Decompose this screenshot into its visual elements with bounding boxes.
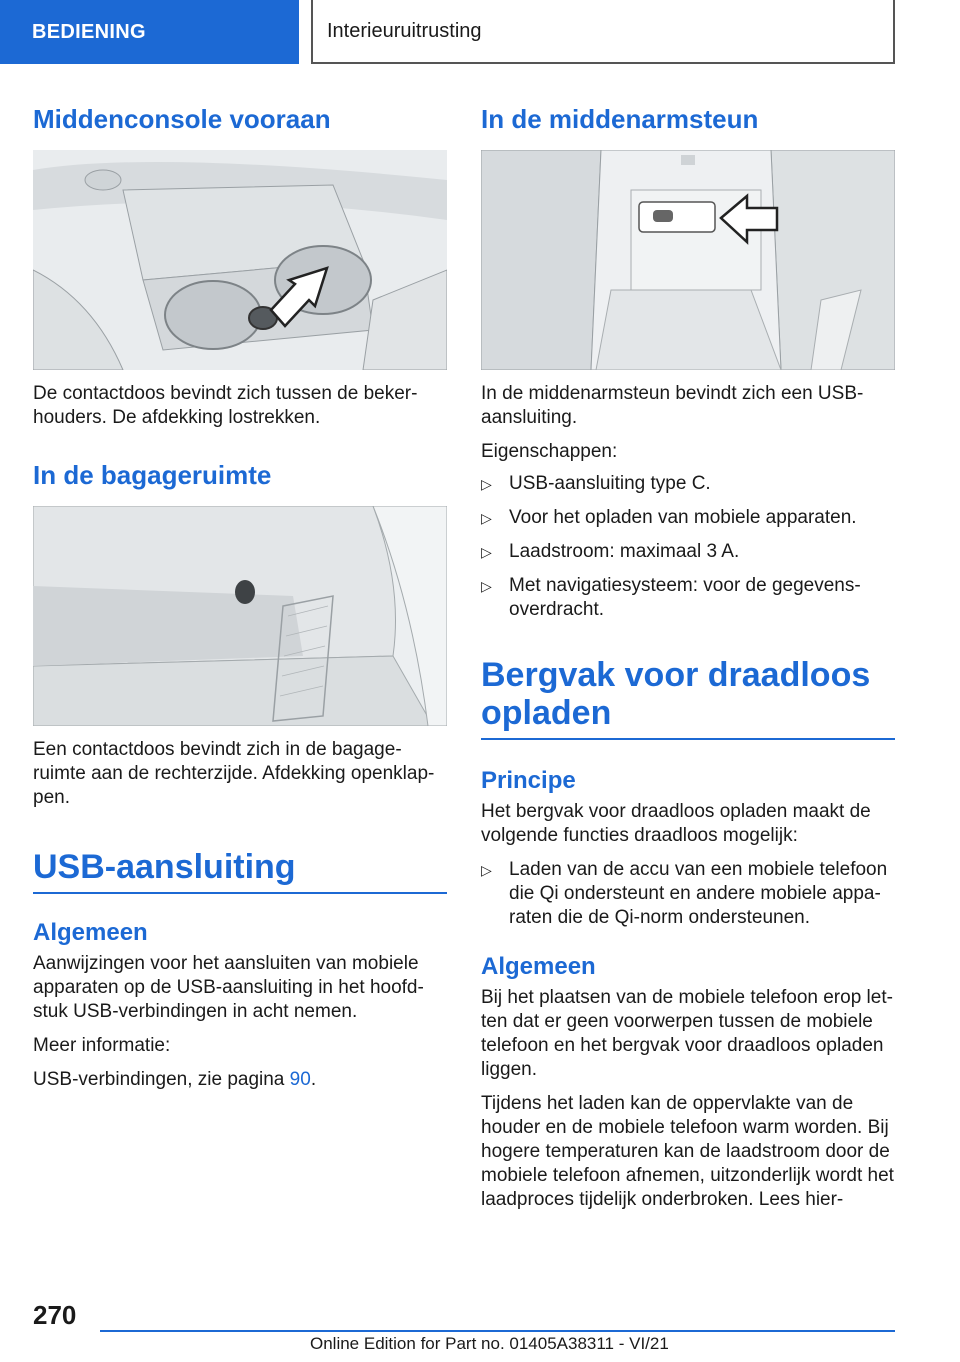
- left-column: [33, 100, 447, 1092]
- properties-label: Eigenschappen:: [481, 441, 618, 462]
- list-item: ▷ Met navigatiesysteem: voor de gegevensoverdracht.: [481, 575, 861, 620]
- section-title-middenconsole: Middenconsole vooraan: [33, 104, 331, 134]
- paragraph-meer-info: Meer informatie:: [33, 1035, 171, 1056]
- list-item: ▷ Laadstroom: maximaal 3 A.: [481, 541, 740, 562]
- principe-list: [481, 858, 895, 930]
- triangle-right-icon: ▷: [481, 510, 492, 526]
- page-link-90[interactable]: 90: [289, 1069, 311, 1090]
- reference-suffix: .: [310, 1069, 317, 1090]
- subsection-title-algemeen-2: Algemeen: [481, 953, 596, 980]
- list-item: ▷ Voor het opladen van mobiele apparaten.: [481, 507, 857, 528]
- footer-edition: Online Edition for Part no. 01405A38311 - VI/21: [310, 1334, 669, 1353]
- section-tab-label: BEDIENING: [32, 20, 146, 43]
- section-title-bagageruimte: In de bagageruimte: [33, 460, 272, 490]
- right-column: [481, 100, 895, 1212]
- section-title-middenarmsteun: In de middenarmsteun: [481, 104, 759, 134]
- triangle-right-icon: ▷: [481, 476, 492, 492]
- footer-divider: [100, 1330, 895, 1332]
- section-title-usb: USB-aansluiting: [33, 848, 447, 894]
- figure-center-console: [33, 150, 447, 370]
- triangle-right-icon: ▷: [481, 544, 492, 560]
- paragraph-middenarmsteun: In de middenarmsteun bevindt zich een USB-aansluiting.: [481, 383, 864, 428]
- figure-luggage-compartment: [33, 506, 447, 726]
- subsection-title-principe: Principe: [481, 767, 576, 794]
- paragraph-bagageruimte: Een contactdoos bevindt zich in de bagageruimte aan de rechterzijde. Afdekking openklappen.: [33, 739, 435, 808]
- reference-line: [33, 1068, 447, 1092]
- section-title-wireless-charging: Bergvak voor draadloos opladen: [481, 656, 895, 740]
- paragraph-middenconsole: De contactdoos bevindt zich tussen de bekerhouders. De afdekking lostrekken.: [33, 383, 418, 428]
- chapter-title: Interieuruitrusting: [327, 19, 482, 42]
- list-item: ▷ USB-aansluiting type C.: [481, 473, 711, 494]
- figure-armrest: [481, 150, 895, 370]
- paragraph-algemeen-2a: Bij het plaatsen van de mobiele telefoon erop letten dat er geen voorwerpen tussen de mobiele telefoon en het bergvak voor draadloos opladen liggen.: [481, 987, 893, 1080]
- reference-prefix: USB-verbindingen, zie pagina: [33, 1069, 290, 1090]
- list-item: ▷ Laden van de accu van een mobiele telefoon die Qi ondersteunt en andere mobiele apparaten die de Qi-norm ondersteunen.: [481, 859, 888, 928]
- section-tab: [0, 0, 299, 64]
- properties-list: [481, 472, 895, 622]
- paragraph-algemeen-2b: Tijdens het laden kan de oppervlakte van de houder en de mobiele telefoon warm worden. Bij hogere temperaturen kan de laadstroom door de mobiele telefoon afnemen, uitzonderlijk wordt het laadproces tijdelijk onderbroken. Lees hier-: [481, 1093, 894, 1210]
- triangle-right-icon: ▷: [481, 862, 492, 878]
- paragraph-principe: Het bergvak voor draadloos opladen maakt de volgende functies draadloos mogelijk:: [481, 801, 871, 846]
- chapter-header: [311, 0, 895, 64]
- paragraph-algemeen: Aanwijzingen voor het aansluiten van mobiele apparaten op de USB-aansluiting in het hoofdstuk USB-verbindingen in acht nemen.: [33, 953, 424, 1022]
- subsection-title-algemeen: Algemeen: [33, 919, 148, 946]
- triangle-right-icon: ▷: [481, 578, 492, 594]
- page-number: 270: [33, 1300, 77, 1330]
